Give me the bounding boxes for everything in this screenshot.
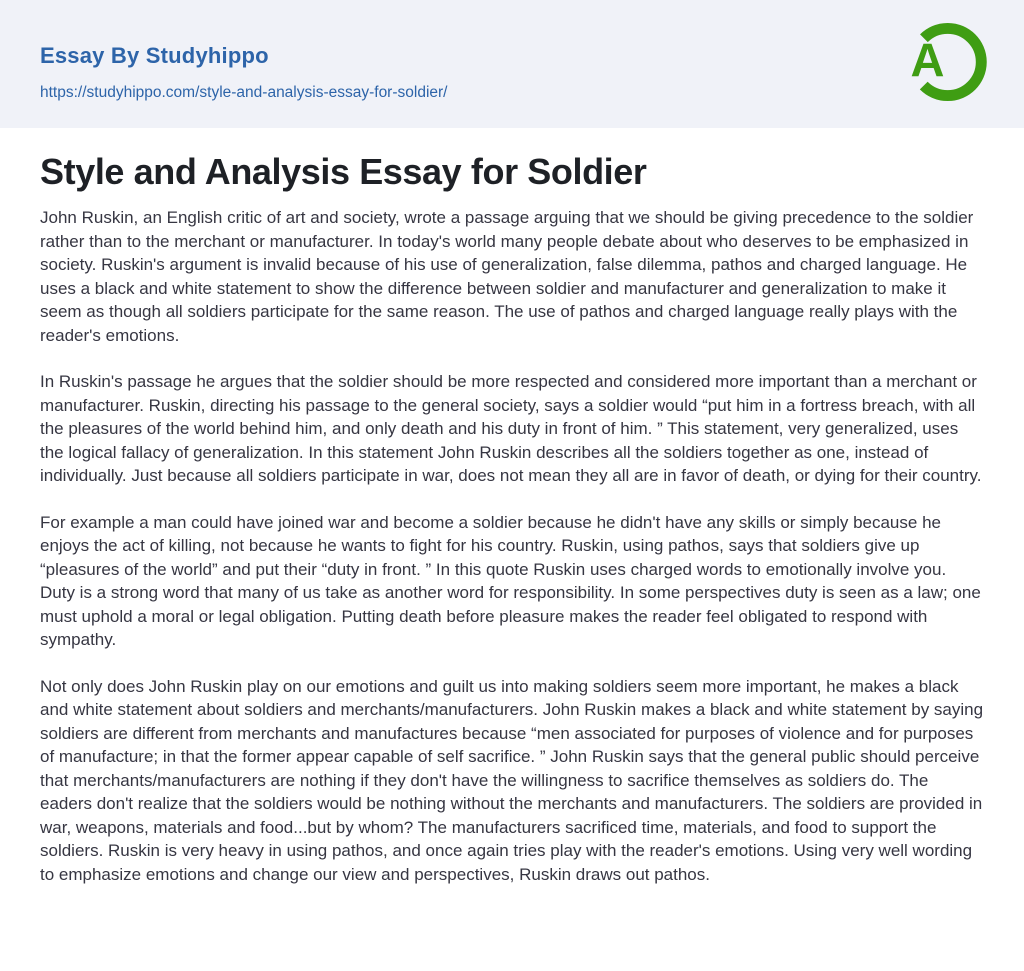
header-text-block <box>40 42 447 103</box>
essay-title: Style and Analysis Essay for Soldier <box>40 151 647 192</box>
page-url-link[interactable]: https://studyhippo.com/style-and-analysis-essay-for-soldier/ <box>40 84 448 101</box>
essay-paragraph-1: John Ruskin, an English critic of art and society, wrote a passage arguing that we should be giving precedence to the soldier rather than to the merchant or manufacturer. In today's world many people debate about who deserves to be emphasized in society. Ruskin's argument is invalid because of his use of generalization, false dilemma, pathos and charged language. He uses a black and white statement to show the difference between soldier and manufacturer and generalization to make it seem as though all soldiers participate for the same reason. The use of pathos and charged language really plays with the reader's emotions. <box>40 208 974 345</box>
essay-paragraph-4: Not only does John Ruskin play on our emotions and guilt us into making soldiers seem more important, he makes a black and white statement about soldiers and merchants/manufacturers. John Ruskin makes a black and white statement by saying soldiers are different from merchants and manufactures because “men associated for purposes of violence and for purposes of manufacture; in that the former appear capable of self sacrifice. ” John Ruskin says that the general public should perceive that merchants/manufacturers are nothing if they don't have the willingness to sacrifice themselves as soldiers do. The eaders don't realize that the soldiers would be nothing without the merchants and manufacturers. The soldiers are provided in war, weapons, materials and food...but by whom? The manufacturers sacrificed time, materials, and food to support the soldiers. Ruskin is very heavy in using pathos, and once again tries play with the reader's emotions. Using very well wording to emphasize emotions and change our view and perspectives, Ruskin draws out pathos. <box>40 676 984 884</box>
logo-arc-icon <box>904 20 988 104</box>
studyhippo-logo <box>904 20 988 104</box>
essay-paragraph-2: In Ruskin's passage he argues that the soldier should be more respected and considered more important than a merchant or manufacturer. Ruskin, directing his passage to the general society, says a soldier would “put him in a fortress breach, with all the pleasures of the world behind him, and only death and his duty in front of him. ” This statement, very generalized, uses the logical fallacy of generalization. In this statement John Ruskin describes all the soldiers together as one, instead of individually. Just because all soldiers participate in war, does not mean they all are in favor of death, or dying for their country. <box>40 372 982 485</box>
logo-letter: A <box>910 33 945 87</box>
essay-content <box>0 128 1024 926</box>
essay-paragraph-3: For example a man could have joined war and become a soldier because he didn't have any skills or simply because he enjoys the act of killing, not because he wants to fight for his country. Ruskin, using pathos, says that soldiers give up “pleasures of the world” and put their “duty in front. ” In this quote Ruskin uses charged words to emotionally involve you. Duty is a strong word that many of us take as another word for responsibility. In some perspectives duty is seen as a law; one must uphold a moral or legal obligation. Putting death before pleasure makes the reader feel obligated to respond with sympathy. <box>40 512 981 649</box>
page-header <box>0 0 1024 128</box>
site-title: Essay By Studyhippo <box>40 43 269 68</box>
